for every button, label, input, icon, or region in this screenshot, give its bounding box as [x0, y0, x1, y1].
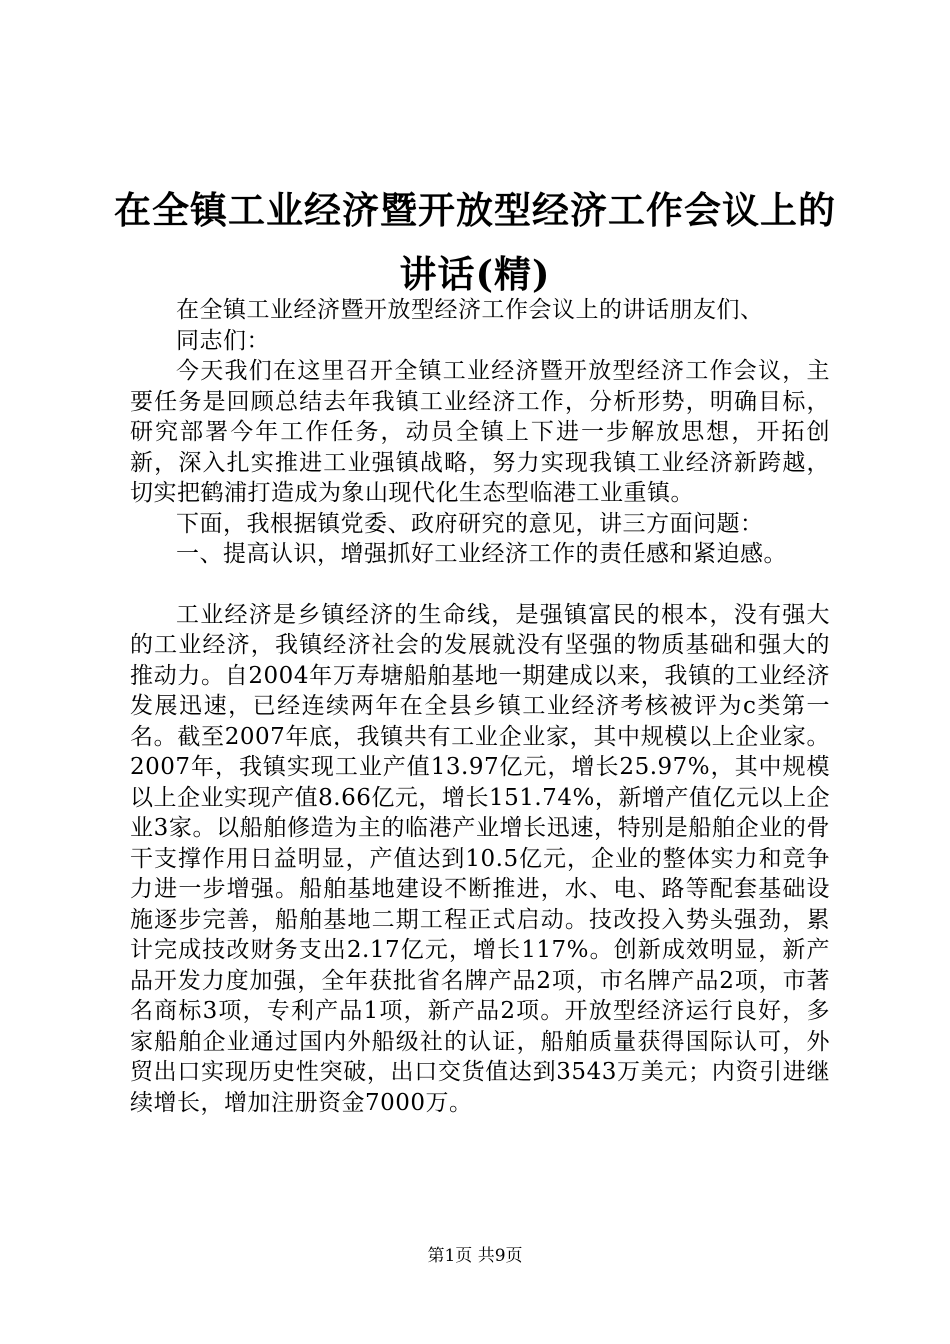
paragraph: 同志们： [176, 327, 270, 354]
document-body [130, 295, 830, 1118]
document-title: 在全镇工业经济暨开放型经济工作会议上的讲话(精) [114, 188, 836, 296]
paragraph: 工业经济是乡镇经济的生命线，是强镇富民的根本，没有强大的工业经济，我镇经济社会的发展就没有坚强的物质基础和强大的推动力。自2004年万寿塘船舶基地一期建成以来，我镇的工业经济发展迅速，已经连续两年在全县乡镇工业经济考核被评为c类第一名。截至2007年底，我镇共有工业企业家，其中规模以上企业家。2007年，我镇实现工业产值13.97亿元，增长25.97%，其中规模以上企业实现产值8.66亿元，增长151.74%，新增产值亿元以上企业3家。以船舶修造为主的临港产业增长迅速，特别是船舶企业的骨干支撑作用日益明显，产值达到10.5亿元，企业的整体实力和竞争力进一步增强。船舶基地建设不断推进，水、电、路等配套基础设施逐步完善，船舶基地二期工程正式启动。技改投入势头强劲，累计完成技改财务支出2.17亿元，增长117%。创新成效明显，新产品开发力度加强，全年获批省名牌产品2项，市名牌产品2项，市著名商标3项，专利产品1项，新产品2项。开放型经济运行良好，多家船舶企业通过国内外船级社的认证，船舶质量获得国际认可，外贸出口实现历史性突破，出口交货值达到3543万美元；内资引进继续增长，增加注册资金7000万。 [130, 601, 830, 1116]
paragraph: 在全镇工业经济暨开放型经济工作会议上的讲话朋友们、 [176, 297, 764, 323]
page-footer: 第1页 共9页 [427, 1246, 523, 1266]
paragraph: 下面，我根据镇党委、政府研究的意见，讲三方面问题： [176, 510, 764, 537]
section-heading: 一、提高认识，增强抓好工业经济工作的责任感和紧迫感。 [176, 541, 787, 567]
paragraph: 今天我们在这里召开全镇工业经济暨开放型经济工作会议，主要任务是回顾总结去年我镇工业经济工作，分析形势，明确目标，研究部署今年工作任务，动员全镇上下进一步解放思想，开拓创新，深入扎实推进工业强镇战略，努力实现我镇工业经济新跨越，切实把鹤浦打造成为象山现代化生态型临港工业重镇。 [130, 358, 830, 506]
